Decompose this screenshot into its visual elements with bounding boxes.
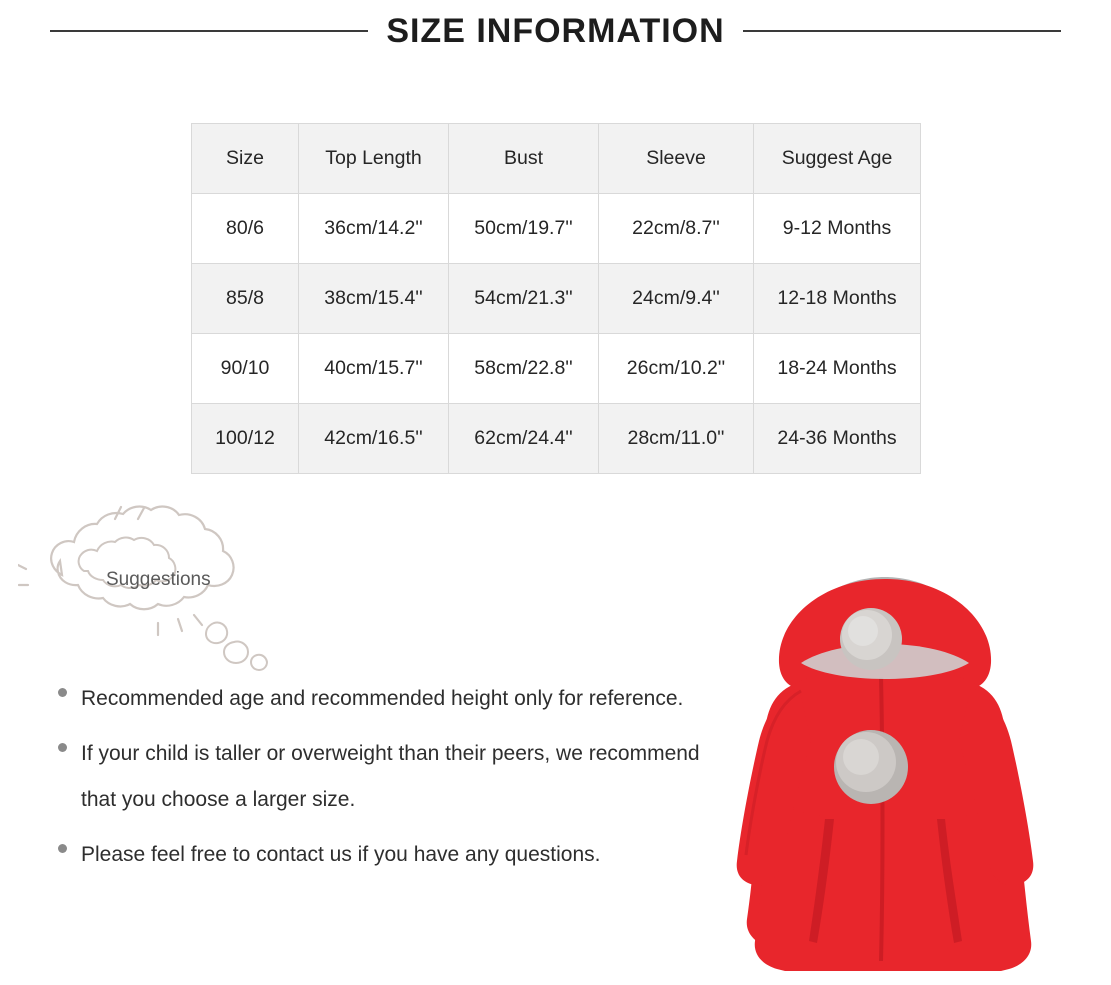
note-text: Please feel free to contact us if you have any questions.: [81, 843, 601, 866]
product-image: [675, 551, 1075, 971]
table-row: [192, 404, 921, 474]
table-header-row: [192, 124, 921, 194]
table-row: [192, 264, 921, 334]
column-header-sleeve: Sleeve: [599, 124, 754, 194]
bullet-icon: [58, 844, 67, 853]
cell-suggest-age: 18-24 Months: [754, 334, 921, 404]
cell-top-length: 36cm/14.2'': [299, 194, 449, 264]
cell-size: 100/12: [192, 404, 299, 474]
cell-top-length: 42cm/16.5'': [299, 404, 449, 474]
cell-suggest-age: 24-36 Months: [754, 404, 921, 474]
red-hooded-coat-illustration: [675, 551, 1075, 971]
cell-suggest-age: 12-18 Months: [754, 264, 921, 334]
column-header-top-length: Top Length: [299, 124, 449, 194]
page-header: [0, 0, 1111, 56]
column-header-size: Size: [192, 124, 299, 194]
size-information-table: [191, 123, 921, 474]
bullet-icon: [58, 743, 67, 752]
note-text: If your child is taller or overweight than their peers, we recommend that you choose a larger size.: [81, 742, 700, 811]
page-title: SIZE INFORMATION: [386, 11, 725, 50]
cell-size: 80/6: [192, 194, 299, 264]
pom-pom-icon: [834, 730, 908, 804]
header-rule-left: [50, 30, 368, 32]
list-item: [58, 832, 718, 878]
header-rule-right: [743, 30, 1061, 32]
list-item: [58, 731, 718, 823]
list-item: [58, 676, 718, 722]
cell-top-length: 38cm/15.4'': [299, 264, 449, 334]
cell-sleeve: 28cm/11.0'': [599, 404, 754, 474]
cell-bust: 54cm/21.3'': [449, 264, 599, 334]
size-table-container: [191, 123, 920, 474]
cell-bust: 62cm/24.4'': [449, 404, 599, 474]
cell-bust: 58cm/22.8'': [449, 334, 599, 404]
suggestions-cloud: [18, 505, 318, 690]
cell-size: 85/8: [192, 264, 299, 334]
column-header-bust: Bust: [449, 124, 599, 194]
cell-sleeve: 24cm/9.4'': [599, 264, 754, 334]
cell-bust: 50cm/19.7'': [449, 194, 599, 264]
table-row: [192, 194, 921, 264]
column-header-suggest-age: Suggest Age: [754, 124, 921, 194]
cell-sleeve: 26cm/10.2'': [599, 334, 754, 404]
pom-pom-icon: [840, 608, 902, 670]
suggestions-label: Suggestions: [106, 569, 211, 590]
note-text: Recommended age and recommended height only for reference.: [81, 687, 684, 710]
cell-suggest-age: 9-12 Months: [754, 194, 921, 264]
cell-sleeve: 22cm/8.7'': [599, 194, 754, 264]
suggestions-list: [58, 676, 718, 887]
cell-size: 90/10: [192, 334, 299, 404]
cell-top-length: 40cm/15.7'': [299, 334, 449, 404]
table-row: [192, 334, 921, 404]
bullet-icon: [58, 688, 67, 697]
speech-cloud-icon: [18, 505, 318, 690]
